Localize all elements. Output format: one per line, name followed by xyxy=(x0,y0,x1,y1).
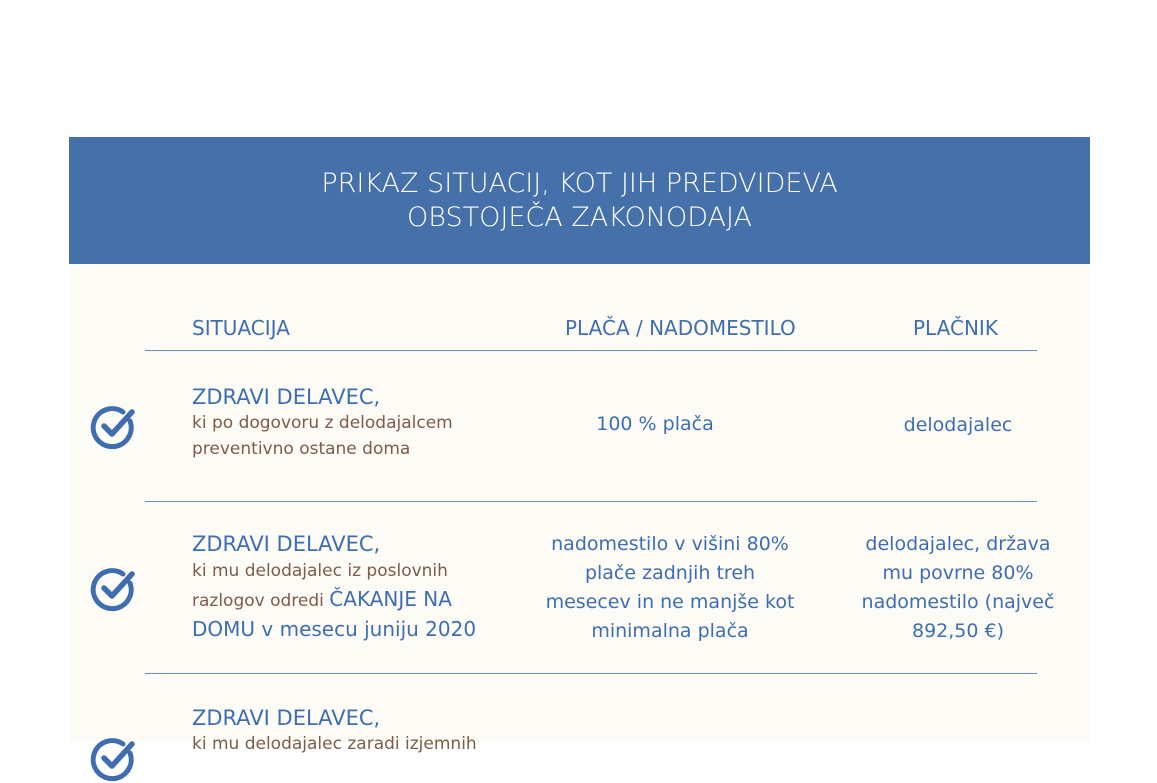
check-circle-icon xyxy=(90,403,138,451)
row2-desc-line2-a: razlogov odredi xyxy=(192,591,330,611)
row2-desc-line1: ki mu delodajalec iz poslovnih xyxy=(192,561,448,581)
row1-desc-line1: ki po dogovoru z delodajalcem xyxy=(192,413,453,433)
row1-pay: 100 % plača xyxy=(596,413,714,435)
row2-pay-line: mesecev in ne manjše kot xyxy=(545,591,795,613)
row1-desc-line2: preventivno ostane doma xyxy=(192,439,411,459)
row2-payer xyxy=(843,530,1073,646)
row2-desc-line2-b: ČAKANJE NA xyxy=(329,587,452,611)
row2-pay xyxy=(520,530,820,646)
row1-title: ZDRAVI DELAVEC, xyxy=(192,385,381,409)
banner xyxy=(69,137,1090,264)
row2-payer-line: delodajalec, država xyxy=(865,533,1051,555)
row2-payer-line: mu povrne 80% xyxy=(882,562,1034,584)
row2-pay-line: nadomestilo v višini 80% xyxy=(551,533,789,555)
row3-title: ZDRAVI DELAVEC, xyxy=(192,706,381,730)
header-payer: PLAČNIK xyxy=(913,316,998,340)
row3-desc-line1: ki mu delodajalec zaradi izjemnih xyxy=(192,734,477,754)
row2-divider xyxy=(145,673,1037,674)
header-pay: PLAČA / NADOMESTILO xyxy=(565,316,796,340)
row2-desc-line2 xyxy=(192,586,452,614)
header-situation: SITUACIJA xyxy=(192,316,290,340)
row2-title: ZDRAVI DELAVEC, xyxy=(192,532,381,556)
row1-divider xyxy=(145,501,1037,502)
row2-desc-line3: DOMU v mesecu juniju 2020 xyxy=(192,617,477,641)
header-divider xyxy=(145,350,1037,351)
check-circle-icon xyxy=(90,565,138,613)
row2-payer-line: 892,50 €) xyxy=(911,620,1005,642)
row2-pay-line: plače zadnjih treh xyxy=(584,562,756,584)
row2-payer-line: nadomestilo (največ xyxy=(861,591,1055,613)
check-circle-icon xyxy=(90,735,138,783)
banner-title-line2: OBSTOJEČA ZAKONODAJA xyxy=(407,201,752,233)
row2-pay-line: minimalna plača xyxy=(591,620,749,642)
row1-payer: delodajalec xyxy=(903,414,1013,436)
banner-title-line1: PRIKAZ SITUACIJ, KOT JIH PREDVIDEVA xyxy=(321,167,838,199)
